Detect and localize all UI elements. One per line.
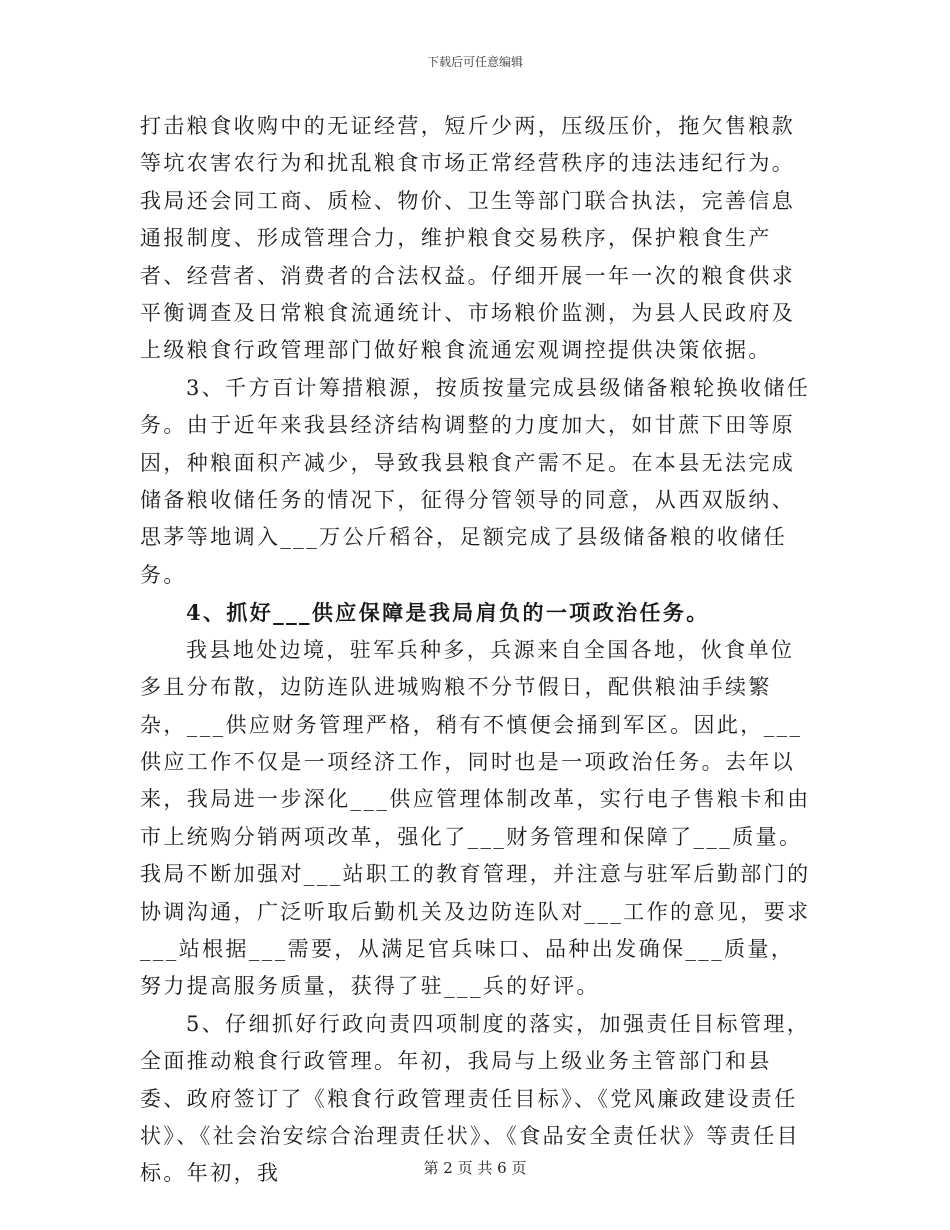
paragraph-market-supervision: 打击粮食收购中的无证经营，短斤少两，压级压价，拖欠售粮款等坑农害农行为和扰乱粮食市场正常经营秩序的违法违纪行为。我局还会同工商、质检、物价、卫生等部门联合执法，完善信息通报制度、形成管理合力，维护粮食交易秩序，保护粮食生产者、经营者、消费者的合法权益。仔细开展一年一次的粮食供求平衡调查及日常粮食流通统计、市场粮价监测，为县人民政府及上级粮食行政管理部门做好粮食流通宏观调控提供决策依据。: [140, 114, 796, 363]
section-heading-supply-guarantee: 4、抓好___供应保障是我局肩负的一项政治任务。: [186, 600, 710, 626]
paragraph-grain-reserve: 3、千方百计筹措粮源，按质按量完成县级储备粮轮换收储任务。由于近年来我县经济结构调整的力度加大，如甘蔗下田等原因，种粮面积产减少，导致我县粮食产需不足。在本县无法完成储备粮收储任务的情况下，征得分管领导的同意，从西双版纳、思茅等地调入___万公斤稻谷，足额完成了县级储备粮的收储任务。: [140, 375, 811, 587]
document-body: [140, 108, 812, 1193]
paragraph-supply-guarantee: 我县地处边境，驻军兵种多，兵源来自全国各地，伙食单位多且分布散，边防连队进城购粮不分节假日，配供粮油手续繁杂，___供应财务管理严格，稍有不慎便会捅到军区。因此，___供应工作不仅是一项经济工作，同时也是一项政治任务。去年以来，我局进一步深化___供应管理体制改革，实行电子售粮卡和由市上统购分销两项改革，强化了___财务管理和保障了___质量。我局不断加强对___站职工的教育管理，并注意与驻军后勤部门的协调沟通，广泛听取后勤机关及边防连队对___工作的意见，要求___站根据___需要，从满足官兵味口、品种出发确保___质量，努力提高服务质量，获得了驻___兵的好评。: [140, 637, 811, 999]
page-header: 下载后可任意编辑: [426, 55, 523, 69]
page-number-footer: 第 2 页 共 6 页: [423, 1159, 527, 1177]
paragraph-responsibility-targets: 5、仔细抓好行政向责四项制度的落实，加强责任目标管理，全面推动粮食行政管理。年初，我局与上级业务主管部门和县委、政府签订了《粮食行政管理责任目标》、《党风廉政建设责任状》、《社会治安综合治理责任状》、《食品安全责任状》等责任目标。年初，我: [140, 1011, 811, 1186]
